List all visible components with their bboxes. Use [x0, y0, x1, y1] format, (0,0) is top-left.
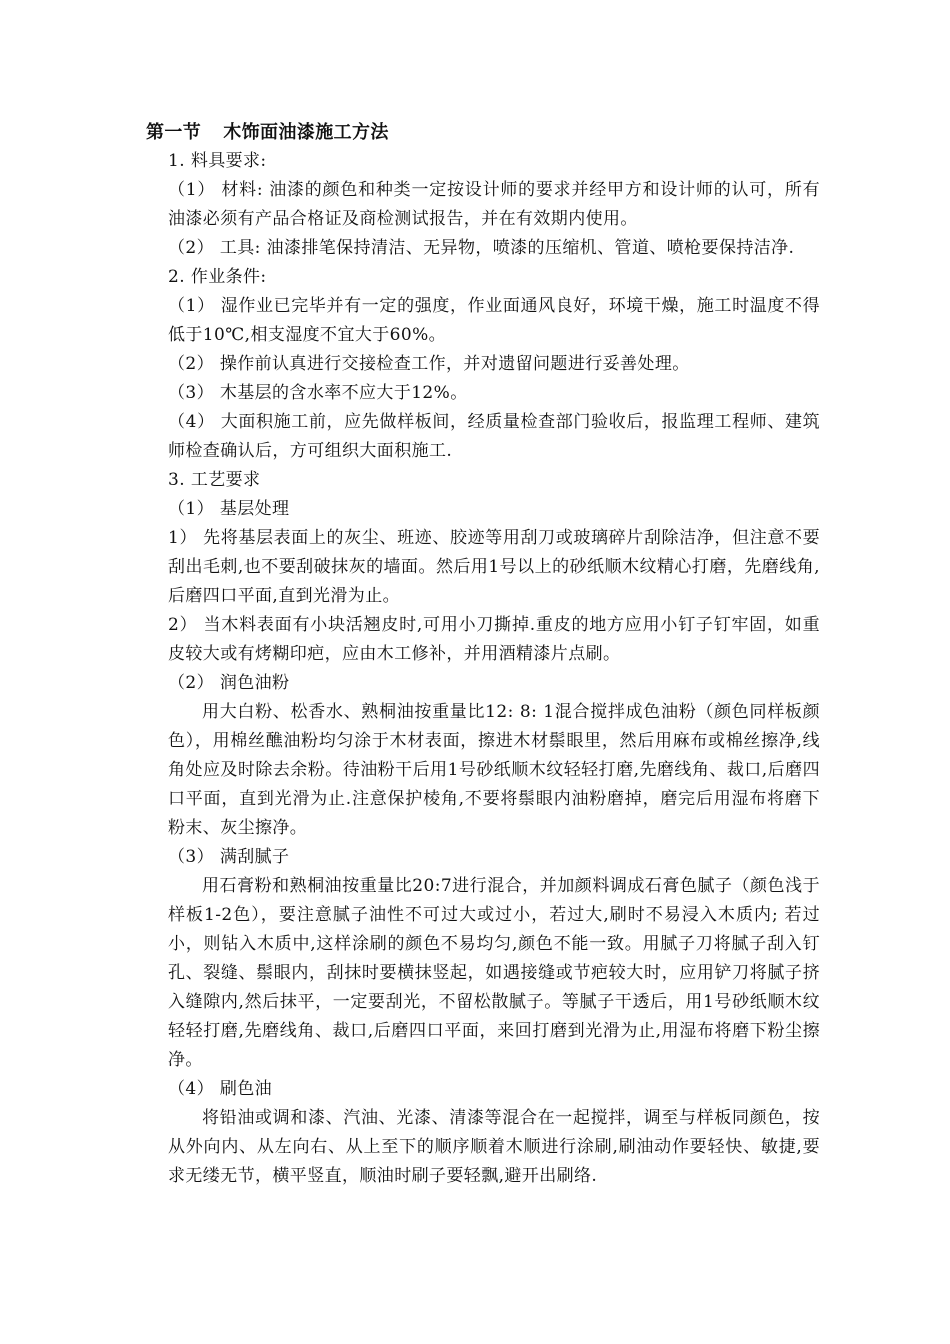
document-body — [146, 118, 820, 1191]
section-number: 第一节 — [146, 122, 202, 143]
paragraph-materials-item-2: （2） 工具: 油漆排笔保持清洁、无异物，喷漆的压缩机、管道、喷枪要保持洁净. — [168, 238, 795, 258]
paragraph-oil-powder-heading: （2） 润色油粉 — [168, 673, 290, 693]
paragraph-color-oil-body: 将铅油或调和漆、汽油、光漆、清漆等混合在一起搅拌，调至与样板同颜色，按从外向内、从左向右、从上至下的顺序顺着木顺进行涂刷,刷油动作要轻快、敏捷,要求无缕无节，横平竖直，顺油时刷子要轻飘,避开出刷络. — [168, 1108, 820, 1186]
paragraph-conditions-item-1: （1） 湿作业已完毕并有一定的强度，作业面通风良好，环境干燥，施工时温度不得低于10℃,相支湿度不宜大于60%。 — [168, 296, 820, 345]
paragraph-base-treatment-step-1: 1） 先将基层表面上的灰尘、班迹、胶迹等用刮刀或玻璃碎片刮除洁净，但注意不要刮出毛刺,也不要刮破抹灰的墙面。然后用1号以上的砂纸顺木纹精心打磨，先磨线角,后磨四口平面,直到光滑为止。 — [168, 528, 820, 606]
paragraph-conditions-item-4: （4） 大面积施工前，应先做样板间，经质量检查部门验收后，报监理工程师、建筑师检查确认后，方可组织大面积施工. — [168, 412, 820, 461]
paragraph-putty-heading: （3） 满刮腻子 — [168, 847, 290, 867]
paragraph-base-treatment-step-2: 2） 当木料表面有小块活翘皮时,可用小刀撕掉.重皮的地方应用小钉子钉牢固，如重皮较大或有烤糊印疤，应由木工修补，并用酒精漆片点刷。 — [168, 615, 820, 664]
paragraph-conditions-heading: 2. 作业条件: — [168, 267, 267, 287]
paragraph-color-oil-heading: （4） 刷色油 — [168, 1079, 273, 1099]
section-title: 木饰面油漆施工方法 — [223, 122, 389, 143]
paragraph-oil-powder-body: 用大白粉、松香水、熟桐油按重量比12: 8: 1混合搅拌成色油粉（颜色同样板颜色），用棉丝醮油粉均匀涂于木材表面，擦进木材鬃眼里，然后用麻布或棉丝擦净,线角处应及时除去余粉。待油粉干后用1号砂纸顺木纹轻轻打磨,先磨线角、裁口,后磨四口平面，直到光滑为止.注意保护棱角,不要将鬃眼内油粉磨掉，磨完后用湿布将磨下粉末、灰尘擦净。 — [168, 702, 820, 838]
paragraph-materials-heading: 1. 料具要求: — [168, 151, 267, 171]
paragraph-conditions-item-2: （2） 操作前认真进行交接检查工作，并对遗留问题进行妥善处理。 — [168, 354, 690, 374]
paragraph-materials-item-1: （1） 材料: 油漆的颜色和种类一定按设计师的要求并经甲方和设计师的认可，所有油漆必须有产品合格证及商检测试报告，并在有效期内使用。 — [168, 180, 820, 229]
paragraph-process-heading: 3. 工艺要求 — [168, 470, 261, 490]
paragraph-base-treatment-heading: （1） 基层处理 — [168, 499, 290, 519]
paragraph-putty-body: 用石膏粉和熟桐油按重量比20:7进行混合，并加颜料调成石膏色腻子（颜色浅于样板1-2色），要注意腻子油性不可过大或过小，若过大,刷时不易浸入木质内; 若过小，则钻入木质中,这样涂刷的颜色不易均匀,颜色不能一致。用腻子刀将腻子刮入钉孔、裂缝、鬃眼内，刮抹时要横抹竖起，如遇接缝或节疤较大时，应用铲刀将腻子挤入缝隙内,然后抹平，一定要刮光，不留松散腻子。等腻子干透后，用1号砂纸顺木纹轻轻打磨,先磨线角、裁口,后磨四口平面，来回打磨到光滑为止,用湿布将磨下粉尘擦净。 — [168, 876, 820, 1070]
paragraph-conditions-item-3: （3） 木基层的含水率不应大于12%。 — [168, 383, 468, 403]
section-heading — [146, 118, 820, 147]
